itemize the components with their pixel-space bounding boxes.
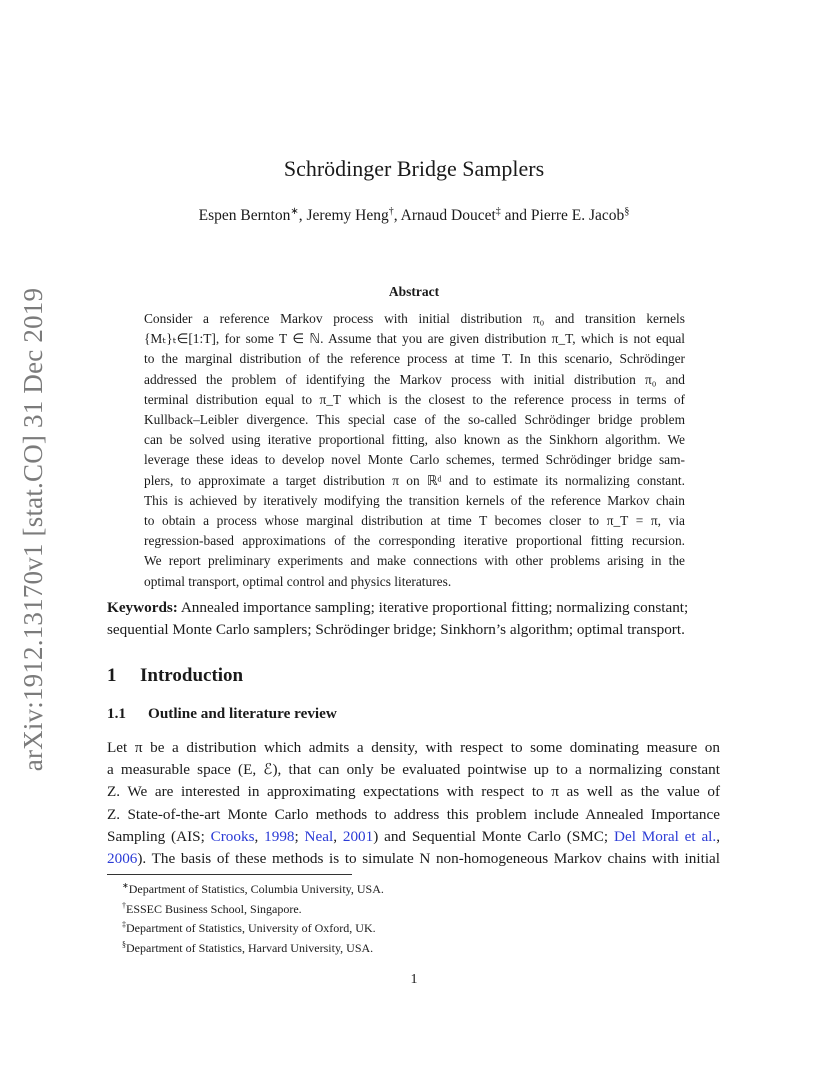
body-line [107,848,720,870]
body-text-span: Sampling (AIS; [107,827,211,845]
page-number: 1 [410,972,418,987]
keywords-text: Annealed importance sampling; iterative proportional fitting; normalizing constant; [180,599,689,616]
author-name: Pierre E. Jacob [530,207,625,225]
footnote-rule [107,874,352,875]
section-title: Introduction [140,665,244,686]
subsection-number: 1.1 [107,705,126,722]
abstract-line: regression-based approximations of the corresponding iterative proportional fitting recursion. [144,533,685,549]
abstract-line: plers, to approximate a target distribution π on ℝᵈ and to estimate its normalizing constant. [144,472,685,488]
subsection-heading [107,705,337,723]
body-text-span: , [716,827,720,845]
author-name: Jeremy Heng [306,207,389,225]
footnote-text: Department of Statistics, University of Oxford, UK. [126,921,376,936]
abstract-heading: Abstract [388,284,440,299]
body-text-span: ; [294,827,305,845]
paper-title: Schrödinger Bridge Samplers [283,156,545,181]
body-line [107,826,720,848]
abstract-line: to the marginal distribution of the reference process at time T. In this scenario, Schrödinger [144,351,685,367]
abstract-line: to obtain a process whose marginal distribution at time T becomes closer to π_T = π, via [144,513,685,529]
footnote [122,937,384,957]
keywords-label: Keywords: [107,599,178,616]
body-line: a measurable space (E, ℰ), that can only be evaluated pointwise up to a normalizing constant [107,761,720,779]
abstract-line: optimal transport, optimal control and physics literatures. [144,573,452,589]
author-line [0,206,828,225]
citation-link-neal-year[interactable]: 2001 [342,827,374,845]
footnote-text: Department of Statistics, Harvard University, USA. [126,940,374,955]
abstract-line: can be solved using iterative proportional fitting, also known as the Sinkhorn algorithm. We [144,432,685,448]
abstract-line: Consider a reference Markov process with initial distribution π₀ and transition kernels [144,311,685,326]
section-heading [107,665,243,687]
abstract-body [144,309,685,592]
footnote-mark: † [122,900,126,910]
abstract-line: addressed the problem of identifying the Markov process with initial distribution π₀ and [144,371,685,387]
footnote-mark: § [122,939,126,949]
citation-link-del-moral-year[interactable]: 2006 [107,850,138,868]
abstract-line: We report preliminary experiments and make connections with other problems arising in the [144,553,685,569]
keywords-text: sequential Monte Carlo samplers; Schrödinger bridge; Sinkhorn’s algorithm; optimal transport. [107,621,685,638]
body-text-span: ). The basis of these methods is to simulate N non-homogeneous Markov chains with initial [137,850,720,868]
abstract-line: {Mₜ}ₜ∈[1:T], for some T ∈ ℕ. Assume that you are given distribution π_T, which is not equal [144,331,685,347]
author-mark: † [388,206,394,217]
footnote [122,917,384,937]
citation-link-neal[interactable]: Neal [304,827,334,845]
author-separator: , [393,207,401,225]
author-separator: , [298,207,307,225]
abstract-line: leverage these ideas to develop novel Monte Carlo schemes, termed Schrödinger bridge sam- [144,452,685,468]
citation-link-crooks[interactable]: Crooks [210,827,255,845]
footnote-text: Department of Statistics, Columbia University, USA. [128,882,384,896]
footnote-mark: ∗ [122,881,129,890]
footnote [122,898,384,918]
footnotes [122,878,384,956]
footnote-text: ESSEC Business School, Singapore. [126,901,302,916]
footnote [122,878,384,898]
citation-link-del-moral[interactable]: Del Moral et al. [613,827,717,845]
author-name: Arnaud Doucet [400,207,496,225]
body-paragraph [107,737,720,870]
author-mark: § [624,206,630,217]
abstract-line: terminal distribution equal to π_T which is the closest to the reference process in terms of [144,391,685,407]
body-text-span: , [333,827,343,845]
keywords [107,597,720,641]
abstract-line: This is achieved by iteratively modifying the transition kernels of the reference Markov chain [144,492,685,508]
body-line: Z. State-of-the-art Monte Carlo methods to address this problem include Annealed Importance [107,805,720,823]
body-text-span: , [254,827,265,845]
author-separator: and [500,207,531,225]
abstract-line: Kullback–Leibler divergence. This special case of the so-called Schrödinger bridge problem [144,412,685,428]
arxiv-stamp [8,284,60,774]
body-line: Let π be a distribution which admits a density, with respect to some dominating measure on [107,739,720,756]
arxiv-stamp-text: arXiv:1912.13170v1 [stat.CO] 31 Dec 2019 [18,287,49,771]
section-number: 1 [107,665,117,686]
author-mark: ∗ [290,206,299,217]
citation-link-crooks-year[interactable]: 1998 [264,827,295,845]
subsection-title: Outline and literature review [148,705,337,722]
author-name: Espen Bernton [198,207,291,225]
footnote-mark: ‡ [122,920,126,930]
author-mark: ‡ [495,206,501,217]
body-line: Z. We are interested in approximating expectations with respect to π as well as the value of [107,783,720,801]
body-text-span: ) and Sequential Monte Carlo (SMC; [373,827,614,845]
